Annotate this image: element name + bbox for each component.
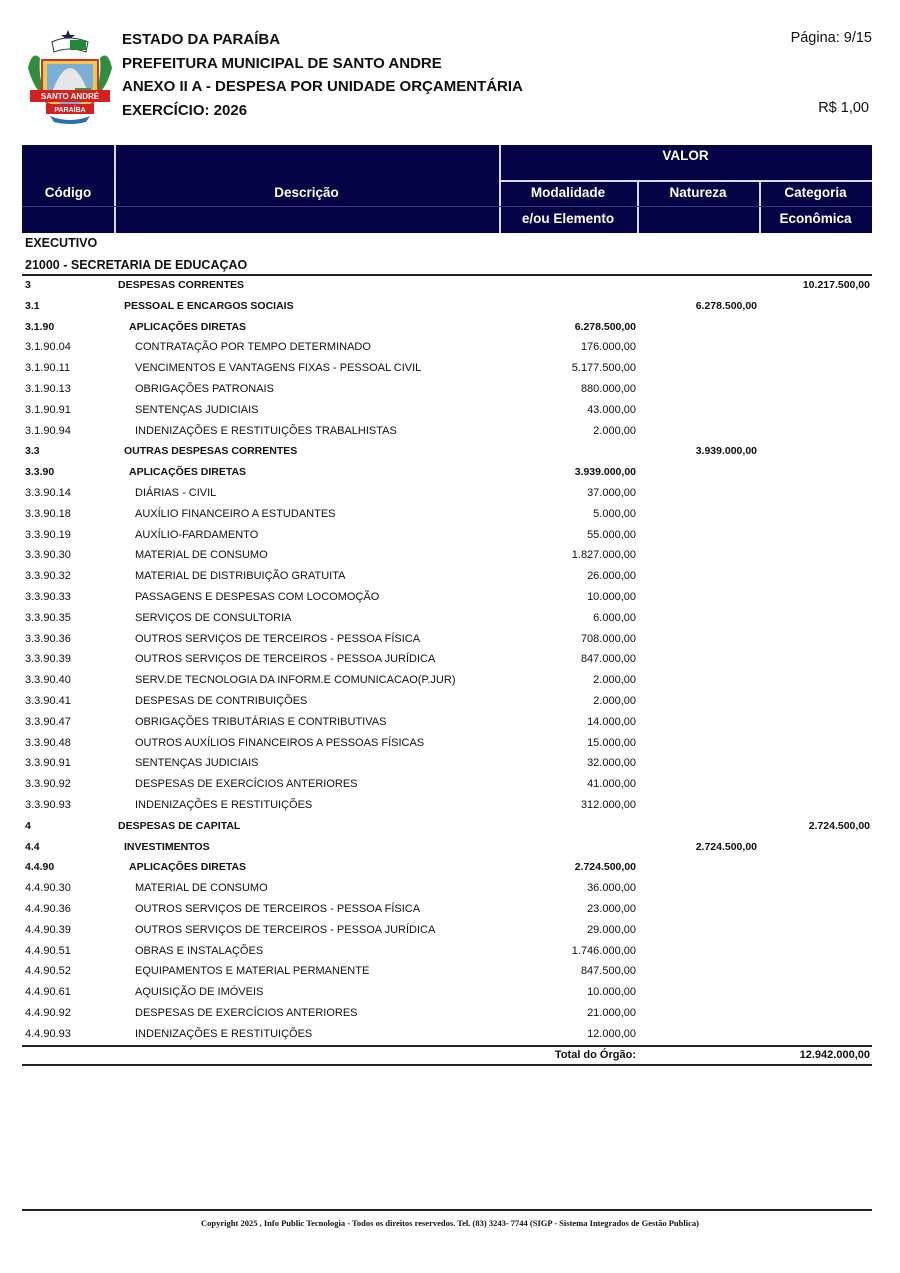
table-header (22, 145, 872, 233)
table-row (22, 630, 872, 651)
cell-desc: SERV.DE TECNOLOGIA DA INFORM.E COMUNICACAO(P.JUR) (135, 674, 456, 687)
cell-mod: 5.177.500,00 (571, 362, 636, 375)
total-label: Total do Órgão: (554, 1049, 636, 1061)
cell-desc: DIÁRIAS - CIVIL (135, 486, 217, 499)
cell-desc: APLICAÇÕES DIRETAS (129, 466, 247, 479)
cell-desc: DESPESAS DE EXERCÍCIOS ANTERIORES (135, 778, 358, 791)
cell-mod: 176.000,00 (580, 341, 636, 354)
column-header-categoria-sub: Econômica (779, 211, 852, 226)
cell-mod: 55.000,00 (587, 528, 636, 541)
table-row (22, 650, 872, 671)
cell-mod: 6.000,00 (593, 611, 636, 624)
cell-desc: OBRIGAÇÕES TRIBUTÁRIAS E CONTRIBUTIVAS (135, 715, 387, 728)
cell-code: 3.3.90.30 (25, 549, 71, 562)
cell-desc: PESSOAL E ENCARGOS SOCIAIS (124, 299, 294, 312)
cell-code: 3.3.90.48 (25, 736, 71, 749)
table-row (22, 1025, 872, 1046)
table-row (22, 734, 872, 755)
table-row (22, 442, 872, 463)
cell-mod: 36.000,00 (587, 882, 636, 895)
column-header-modalidade: Modalidade (530, 185, 606, 200)
cell-mod: 6.278.500,00 (574, 320, 636, 333)
column-header-codigo: Código (44, 185, 92, 200)
cell-code: 4.4.90.52 (25, 965, 71, 978)
cell-code: 3.3.90.41 (25, 694, 71, 707)
cell-desc: AUXÍLIO FINANCEIRO A ESTUDANTES (135, 507, 336, 520)
cell-desc: PASSAGENS E DESPESAS COM LOCOMOÇÃO (135, 590, 380, 603)
cell-code: 4 (25, 819, 31, 832)
copyright-footer: Copyright 2025 , Info Public Tecnologia - Todos os direitos reservedos. Tel. (83) 3243- 7744 (SIGP - Sistema Integrados de Gestão Publica) (201, 1218, 699, 1228)
municipality-name: PREFEITURA MUNICIPAL DE SANTO ANDRE (122, 54, 442, 72)
cell-mod: 32.000,00 (587, 757, 636, 770)
table-row (22, 692, 872, 713)
table-row (22, 359, 872, 380)
cell-desc: MATERIAL DE CONSUMO (135, 549, 268, 562)
table-row (22, 900, 872, 921)
cell-code: 4.4.90.92 (25, 1006, 71, 1019)
cell-mod: 2.000,00 (593, 424, 636, 437)
total-row (22, 1047, 872, 1064)
cell-code: 3.3.90.19 (25, 528, 71, 541)
table-row (22, 297, 872, 318)
cell-mod: 2.000,00 (593, 674, 636, 687)
cell-desc: OUTROS SERVIÇOS DE TERCEIROS - PESSOA FÍSICA (135, 902, 421, 915)
cell-code: 3.3.90.91 (25, 757, 71, 770)
cell-code: 4.4.90.39 (25, 923, 71, 936)
cell-desc: AQUISIÇÃO DE IMÓVEIS (135, 986, 264, 999)
cell-mod: 10.000,00 (587, 986, 636, 999)
cell-code: 3.1.90.04 (25, 341, 71, 354)
table-row (22, 775, 872, 796)
cell-code: 4.4.90 (25, 861, 55, 874)
cell-nat: 2.724.500,00 (695, 840, 757, 853)
currency-unit: R$ 1,00 (818, 100, 869, 116)
cell-code: 4.4 (25, 840, 40, 853)
cell-mod: 21.000,00 (587, 1006, 636, 1019)
cell-mod: 43.000,00 (587, 403, 636, 416)
organ-label: 21000 - SECRETARIA DE EDUCAÇAO (25, 258, 248, 272)
cell-code: 3.3.90.39 (25, 653, 71, 666)
table-row (22, 962, 872, 983)
branch-label: EXECUTIVO (25, 236, 98, 250)
table-row (22, 838, 872, 859)
cell-desc: OUTROS SERVIÇOS DE TERCEIROS - PESSOA JURÍDICA (135, 653, 436, 666)
cell-desc: AUXÍLIO-FARDAMENTO (135, 528, 259, 541)
cell-mod: 23.000,00 (587, 902, 636, 915)
cell-mod: 29.000,00 (587, 923, 636, 936)
cell-code: 3.1.90.94 (25, 424, 71, 437)
cell-mod: 5.000,00 (593, 507, 636, 520)
cell-desc: EQUIPAMENTOS E MATERIAL PERMANENTE (135, 965, 370, 978)
cell-code: 3.3.90 (25, 466, 55, 479)
cell-desc: OBRAS E INSTALAÇÕES (135, 944, 264, 957)
table-row (22, 879, 872, 900)
table-row (22, 276, 872, 297)
column-header-natureza: Natureza (669, 185, 727, 200)
cell-desc: OUTROS SERVIÇOS DE TERCEIROS - PESSOA JURÍDICA (135, 923, 436, 936)
table-row (22, 1004, 872, 1025)
cell-code: 3.3.90.36 (25, 632, 71, 645)
expense-table-body (22, 276, 872, 1045)
cell-desc: INVESTIMENTOS (124, 840, 210, 853)
cell-desc: DESPESAS DE CONTRIBUIÇÕES (135, 694, 308, 707)
cell-code: 3.1.90.11 (25, 362, 71, 375)
cell-code: 4.4.90.36 (25, 902, 71, 915)
cell-code: 3.3.90.32 (25, 570, 71, 583)
table-row (22, 671, 872, 692)
cell-mod: 2.724.500,00 (574, 861, 636, 874)
cell-mod: 37.000,00 (587, 486, 636, 499)
table-row (22, 526, 872, 547)
cell-nat: 6.278.500,00 (695, 299, 757, 312)
cell-mod: 15.000,00 (587, 736, 636, 749)
total-divider-bottom (22, 1064, 872, 1066)
cell-desc: SENTENÇAS JUDICIAIS (135, 403, 259, 416)
fiscal-year: EXERCÍCIO: 2026 (122, 101, 248, 119)
column-header-valor: VALOR (662, 148, 709, 163)
cell-mod: 708.000,00 (580, 632, 636, 645)
cell-mod: 10.000,00 (587, 590, 636, 603)
table-row (22, 796, 872, 817)
cell-mod: 12.000,00 (587, 1027, 636, 1040)
cell-mod: 3.939.000,00 (574, 466, 636, 479)
table-row (22, 505, 872, 526)
cell-mod: 880.000,00 (580, 382, 636, 395)
cell-code: 3.3.90.92 (25, 778, 71, 791)
cell-mod: 312.000,00 (580, 798, 636, 811)
cell-mod: 1.746.000,00 (571, 944, 636, 957)
cell-code: 3.1.90.13 (25, 382, 71, 395)
cell-code: 3 (25, 279, 31, 291)
cell-code: 4.4.90.93 (25, 1027, 71, 1040)
table-row (22, 713, 872, 734)
table-row (22, 858, 872, 879)
cell-desc: OBRIGAÇÕES PATRONAIS (135, 382, 274, 395)
cell-code: 4.4.90.61 (25, 986, 71, 999)
cell-desc: MATERIAL DE CONSUMO (135, 882, 268, 895)
cell-mod: 2.000,00 (593, 694, 636, 707)
cell-desc: APLICAÇÕES DIRETAS (129, 861, 247, 874)
table-row (22, 567, 872, 588)
cell-code: 3.3.90.33 (25, 590, 71, 603)
cell-code: 3.3.90.14 (25, 486, 71, 499)
cell-desc: DESPESAS DE CAPITAL (118, 819, 241, 832)
table-row (22, 401, 872, 422)
cell-desc: INDENIZAÇÕES E RESTITUIÇÕES TRABALHISTAS (135, 424, 397, 437)
cell-desc: DESPESAS CORRENTES (118, 279, 245, 291)
cell-code: 3.1.90.91 (25, 403, 71, 416)
cell-cat: 10.217.500,00 (802, 279, 870, 291)
table-row (22, 609, 872, 630)
cell-desc: OUTROS AUXÍLIOS FINANCEIROS A PESSOAS FÍSICAS (135, 736, 425, 749)
cell-code: 3.1.90 (25, 320, 55, 333)
table-row (22, 318, 872, 339)
cell-code: 3.3.90.40 (25, 674, 71, 687)
table-row (22, 921, 872, 942)
cell-desc: DESPESAS DE EXERCÍCIOS ANTERIORES (135, 1006, 358, 1019)
column-header-categoria: Categoria (784, 185, 847, 200)
cell-mod: 847.000,00 (580, 653, 636, 666)
column-header-modalidade-sub: e/ou Elemento (521, 211, 615, 226)
cell-mod: 847.500,00 (580, 965, 636, 978)
table-row (22, 588, 872, 609)
cell-nat: 3.939.000,00 (695, 445, 757, 458)
cell-desc: SERVIÇOS DE CONSULTORIA (135, 611, 292, 624)
table-row (22, 380, 872, 401)
table-row (22, 484, 872, 505)
cell-code: 3.3 (25, 445, 40, 458)
page-number: Página: 9/15 (790, 30, 872, 46)
cell-mod: 14.000,00 (587, 715, 636, 728)
cell-desc: CONTRATAÇÃO POR TEMPO DETERMINADO (135, 341, 371, 354)
cell-mod: 1.827.000,00 (571, 549, 636, 562)
table-row (22, 754, 872, 775)
report-title-block (122, 28, 523, 122)
svg-text:SANTO ANDRÉ: SANTO ANDRÉ (40, 92, 100, 101)
report-title: ANEXO II A - DESPESA POR UNIDADE ORÇAMENTÁRIA (122, 78, 523, 95)
cell-code: 3.1 (25, 299, 40, 312)
table-row (22, 546, 872, 567)
table-row (22, 983, 872, 1004)
cell-desc: MATERIAL DE DISTRIBUIÇÃO GRATUITA (135, 570, 346, 583)
cell-code: 3.3.90.47 (25, 715, 71, 728)
table-row (22, 422, 872, 443)
cell-desc: OUTROS SERVIÇOS DE TERCEIROS - PESSOA FÍSICA (135, 632, 421, 645)
cell-desc: INDENIZAÇÕES E RESTITUIÇÕES (135, 1027, 313, 1040)
table-row (22, 942, 872, 963)
total-value: 12.942.000,00 (799, 1049, 870, 1061)
cell-code: 3.3.90.35 (25, 611, 71, 624)
cell-code: 4.4.90.30 (25, 882, 71, 895)
footer-divider (22, 1209, 872, 1211)
cell-desc: SENTENÇAS JUDICIAIS (135, 757, 259, 770)
cell-code: 4.4.90.51 (25, 944, 71, 957)
cell-desc: INDENIZAÇÕES E RESTITUIÇÕES (135, 798, 313, 811)
cell-code: 3.3.90.93 (25, 798, 71, 811)
table-row (22, 338, 872, 359)
svg-text:PARAÍBA: PARAÍBA (54, 107, 86, 114)
municipal-coat-of-arms-icon (20, 28, 120, 126)
cell-mod: 41.000,00 (587, 778, 636, 791)
table-row (22, 817, 872, 838)
cell-code: 3.3.90.18 (25, 507, 71, 520)
table-row (22, 463, 872, 484)
cell-cat: 2.724.500,00 (808, 819, 870, 832)
cell-mod: 26.000,00 (587, 570, 636, 583)
cell-desc: OUTRAS DESPESAS CORRENTES (124, 445, 298, 458)
cell-desc: APLICAÇÕES DIRETAS (129, 320, 247, 333)
column-header-descricao: Descrição (274, 185, 339, 200)
cell-desc: VENCIMENTOS E VANTAGENS FIXAS - PESSOAL CIVIL (135, 362, 422, 375)
state-name: ESTADO DA PARAÍBA (122, 31, 281, 48)
